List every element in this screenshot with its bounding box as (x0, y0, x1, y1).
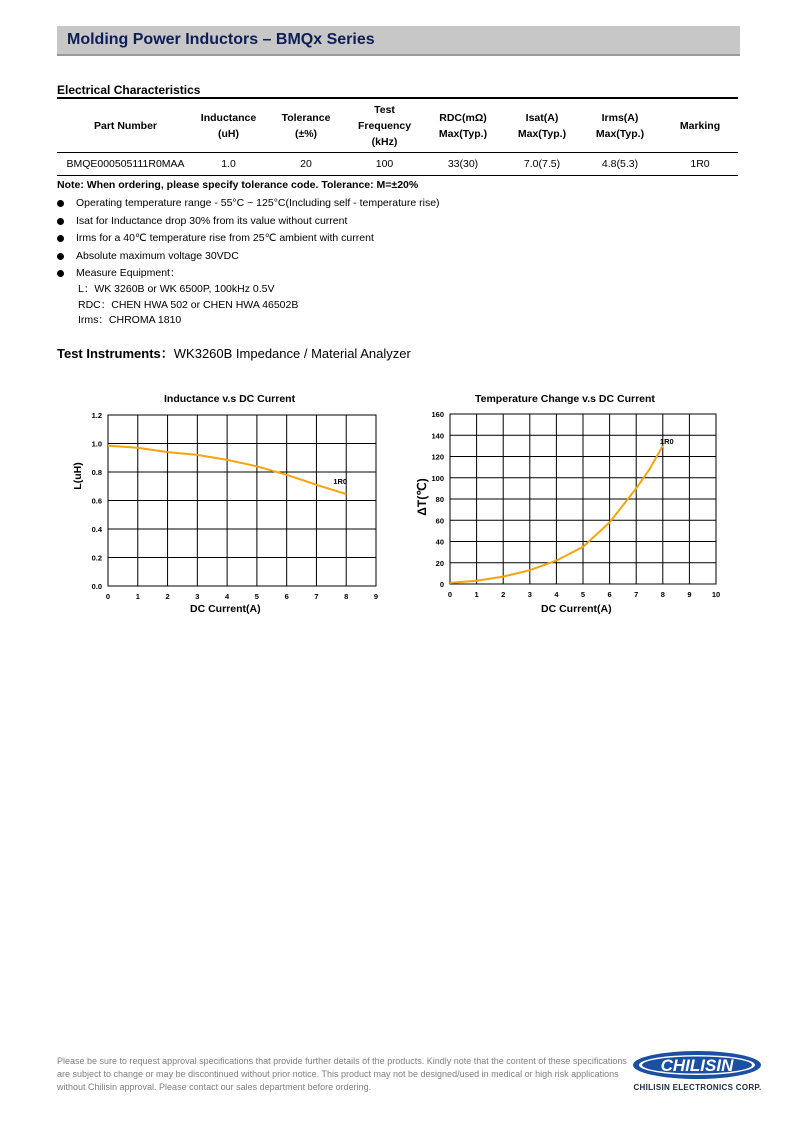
series-label: 1R0 (333, 477, 348, 487)
cell-test-frequency: 100 (349, 153, 420, 176)
x-tick-label: 9 (687, 590, 692, 599)
section-rule (57, 97, 738, 99)
x-tick-label: 9 (373, 592, 379, 601)
y-tick-label: 0 (439, 580, 444, 589)
list-item: Absolute maximum voltage 30VDC (57, 248, 440, 266)
col-header-rdc: RDC(mΩ) Max(Typ.) (420, 100, 506, 153)
y-tick-label: 120 (431, 452, 444, 462)
cell-part-number: BMQE000505111R0MAA (57, 153, 194, 176)
y-tick-label: 40 (435, 537, 444, 547)
x-tick-label: 3 (527, 590, 532, 599)
bullet-icon (57, 218, 64, 225)
x-tick-label: 4 (225, 592, 230, 601)
y-tick-label: 0.4 (91, 525, 102, 534)
x-tick-label: 10 (711, 590, 721, 599)
y-tick-label: 1.2 (91, 411, 102, 420)
y-tick-label: 80 (435, 495, 444, 504)
x-tick-label: 4 (554, 590, 559, 599)
x-tick-label: 1 (474, 590, 479, 599)
x-tick-label: 6 (607, 590, 612, 599)
list-item: Isat for Inductance drop 30% from its value without current (57, 213, 440, 231)
y-tick-label: 160 (431, 410, 444, 419)
table-row (57, 153, 738, 176)
x-tick-label: 8 (344, 592, 349, 601)
x-tick-label: 7 (314, 592, 319, 601)
y-tick-label: 20 (435, 558, 444, 568)
test-instruments-value: WK3260B Impedance / Material Analyzer (173, 346, 411, 361)
x-tick-label: 7 (634, 590, 639, 599)
y-tick-label: 1.0 (91, 439, 102, 449)
equipment-item: RDC：CHEN HWA 502 or CHEN HWA 46502B (78, 298, 299, 311)
x-tick-label: 2 (501, 590, 506, 599)
list-item: Measure Equipment： (57, 265, 440, 283)
col-header-inductance: Inductance (uH) (194, 100, 263, 153)
header-divider (57, 54, 740, 56)
col-header-part-number: Part Number (57, 100, 194, 153)
y-tick-label: 0.8 (91, 468, 102, 477)
footer-disclaimer: Please be sure to request approval specifications that provide further details of the products. Kindly note that the content of these specifications are subject to change or may be discontinued without prior notice. This product may not be designed/used in medical or high risk applications without Chilisin approval. Please contact our sales department before ordering. (57, 1056, 627, 1092)
x-tick-label: 0 (105, 592, 111, 601)
test-instruments (57, 343, 411, 362)
y-tick-label: 60 (435, 516, 444, 526)
list-item: Irms for a 40℃ temperature rise from 25℃ ambient with current (57, 230, 440, 248)
x-tick-label: 1 (135, 592, 140, 601)
chart-xlabel-temperature: DC Current(A) (541, 603, 612, 615)
company-name: CHILISIN ELECTRONICS CORP. (633, 1083, 762, 1092)
equipment-item: L：WK 3260B or WK 6500P, 100kHz 0.5V (78, 283, 275, 295)
x-tick-label: 2 (165, 592, 170, 601)
test-instruments-label: Test Instruments： (57, 346, 174, 361)
ordering-note: Note: When ordering, please specify tolerance code. Tolerance: M=±20% (57, 179, 419, 191)
col-header-isat: Isat(A) Max(Typ.) (506, 100, 578, 153)
list-item: Operating temperature range - 55°C ~ 125°C(Including self - temperature rise) (57, 195, 440, 213)
bullet-icon (57, 253, 64, 260)
x-tick-label: 5 (254, 592, 259, 601)
y-tick-label: 0.2 (91, 553, 102, 563)
inductance-chart (60, 405, 390, 605)
cell-tolerance: 20 (263, 153, 349, 176)
chart-title-inductance: Inductance v.s DC Current (164, 393, 296, 405)
x-tick-label: 5 (580, 590, 586, 599)
logo-text: CHILISIN (660, 1056, 734, 1075)
electrical-table (57, 100, 738, 176)
col-header-tolerance: Tolerance (±%) (263, 100, 349, 153)
y-tick-label: 0.6 (91, 496, 102, 506)
y-tick-label: 100 (431, 473, 444, 483)
bullet-icon (57, 235, 64, 242)
table-header-row (57, 100, 738, 153)
page-title: Molding Power Inductors – BMQx Series (67, 31, 375, 48)
spec-bullet-list (57, 195, 440, 283)
y-tick-label: 0.0 (91, 582, 102, 591)
equipment-list (78, 282, 298, 329)
bullet-icon (57, 270, 64, 277)
chart-ylabel-temperature: ΔT(℃) (415, 478, 429, 516)
cell-inductance: 1.0 (194, 153, 263, 176)
col-header-test-frequency: Test Frequency (kHz) (349, 100, 420, 153)
x-tick-label: 0 (447, 590, 453, 599)
col-header-irms: Irms(A) Max(Typ.) (578, 100, 662, 153)
x-tick-label: 6 (284, 592, 289, 601)
x-tick-label: 8 (660, 590, 665, 599)
cell-rdc: 33(30) (420, 153, 506, 176)
chart-xlabel-inductance: DC Current(A) (190, 603, 261, 615)
temperature-chart (400, 405, 740, 605)
equipment-item: Irms：CHROMA 1810 (78, 314, 182, 326)
series-label: 1R0 (659, 436, 674, 446)
cell-marking: 1R0 (662, 153, 738, 176)
x-tick-label: 3 (195, 592, 200, 601)
chart-ylabel-inductance: L(uH) (72, 462, 84, 490)
cell-irms: 4.8(5.3) (578, 153, 662, 176)
chart-title-temperature: Temperature Change v.s DC Current (475, 393, 655, 405)
bullet-icon (57, 200, 64, 207)
col-header-marking: Marking (662, 100, 738, 153)
cell-isat: 7.0(7.5) (506, 153, 578, 176)
section-title-electrical: Electrical Characteristics (57, 83, 201, 97)
header-bar (57, 26, 740, 54)
y-tick-label: 140 (431, 431, 444, 441)
